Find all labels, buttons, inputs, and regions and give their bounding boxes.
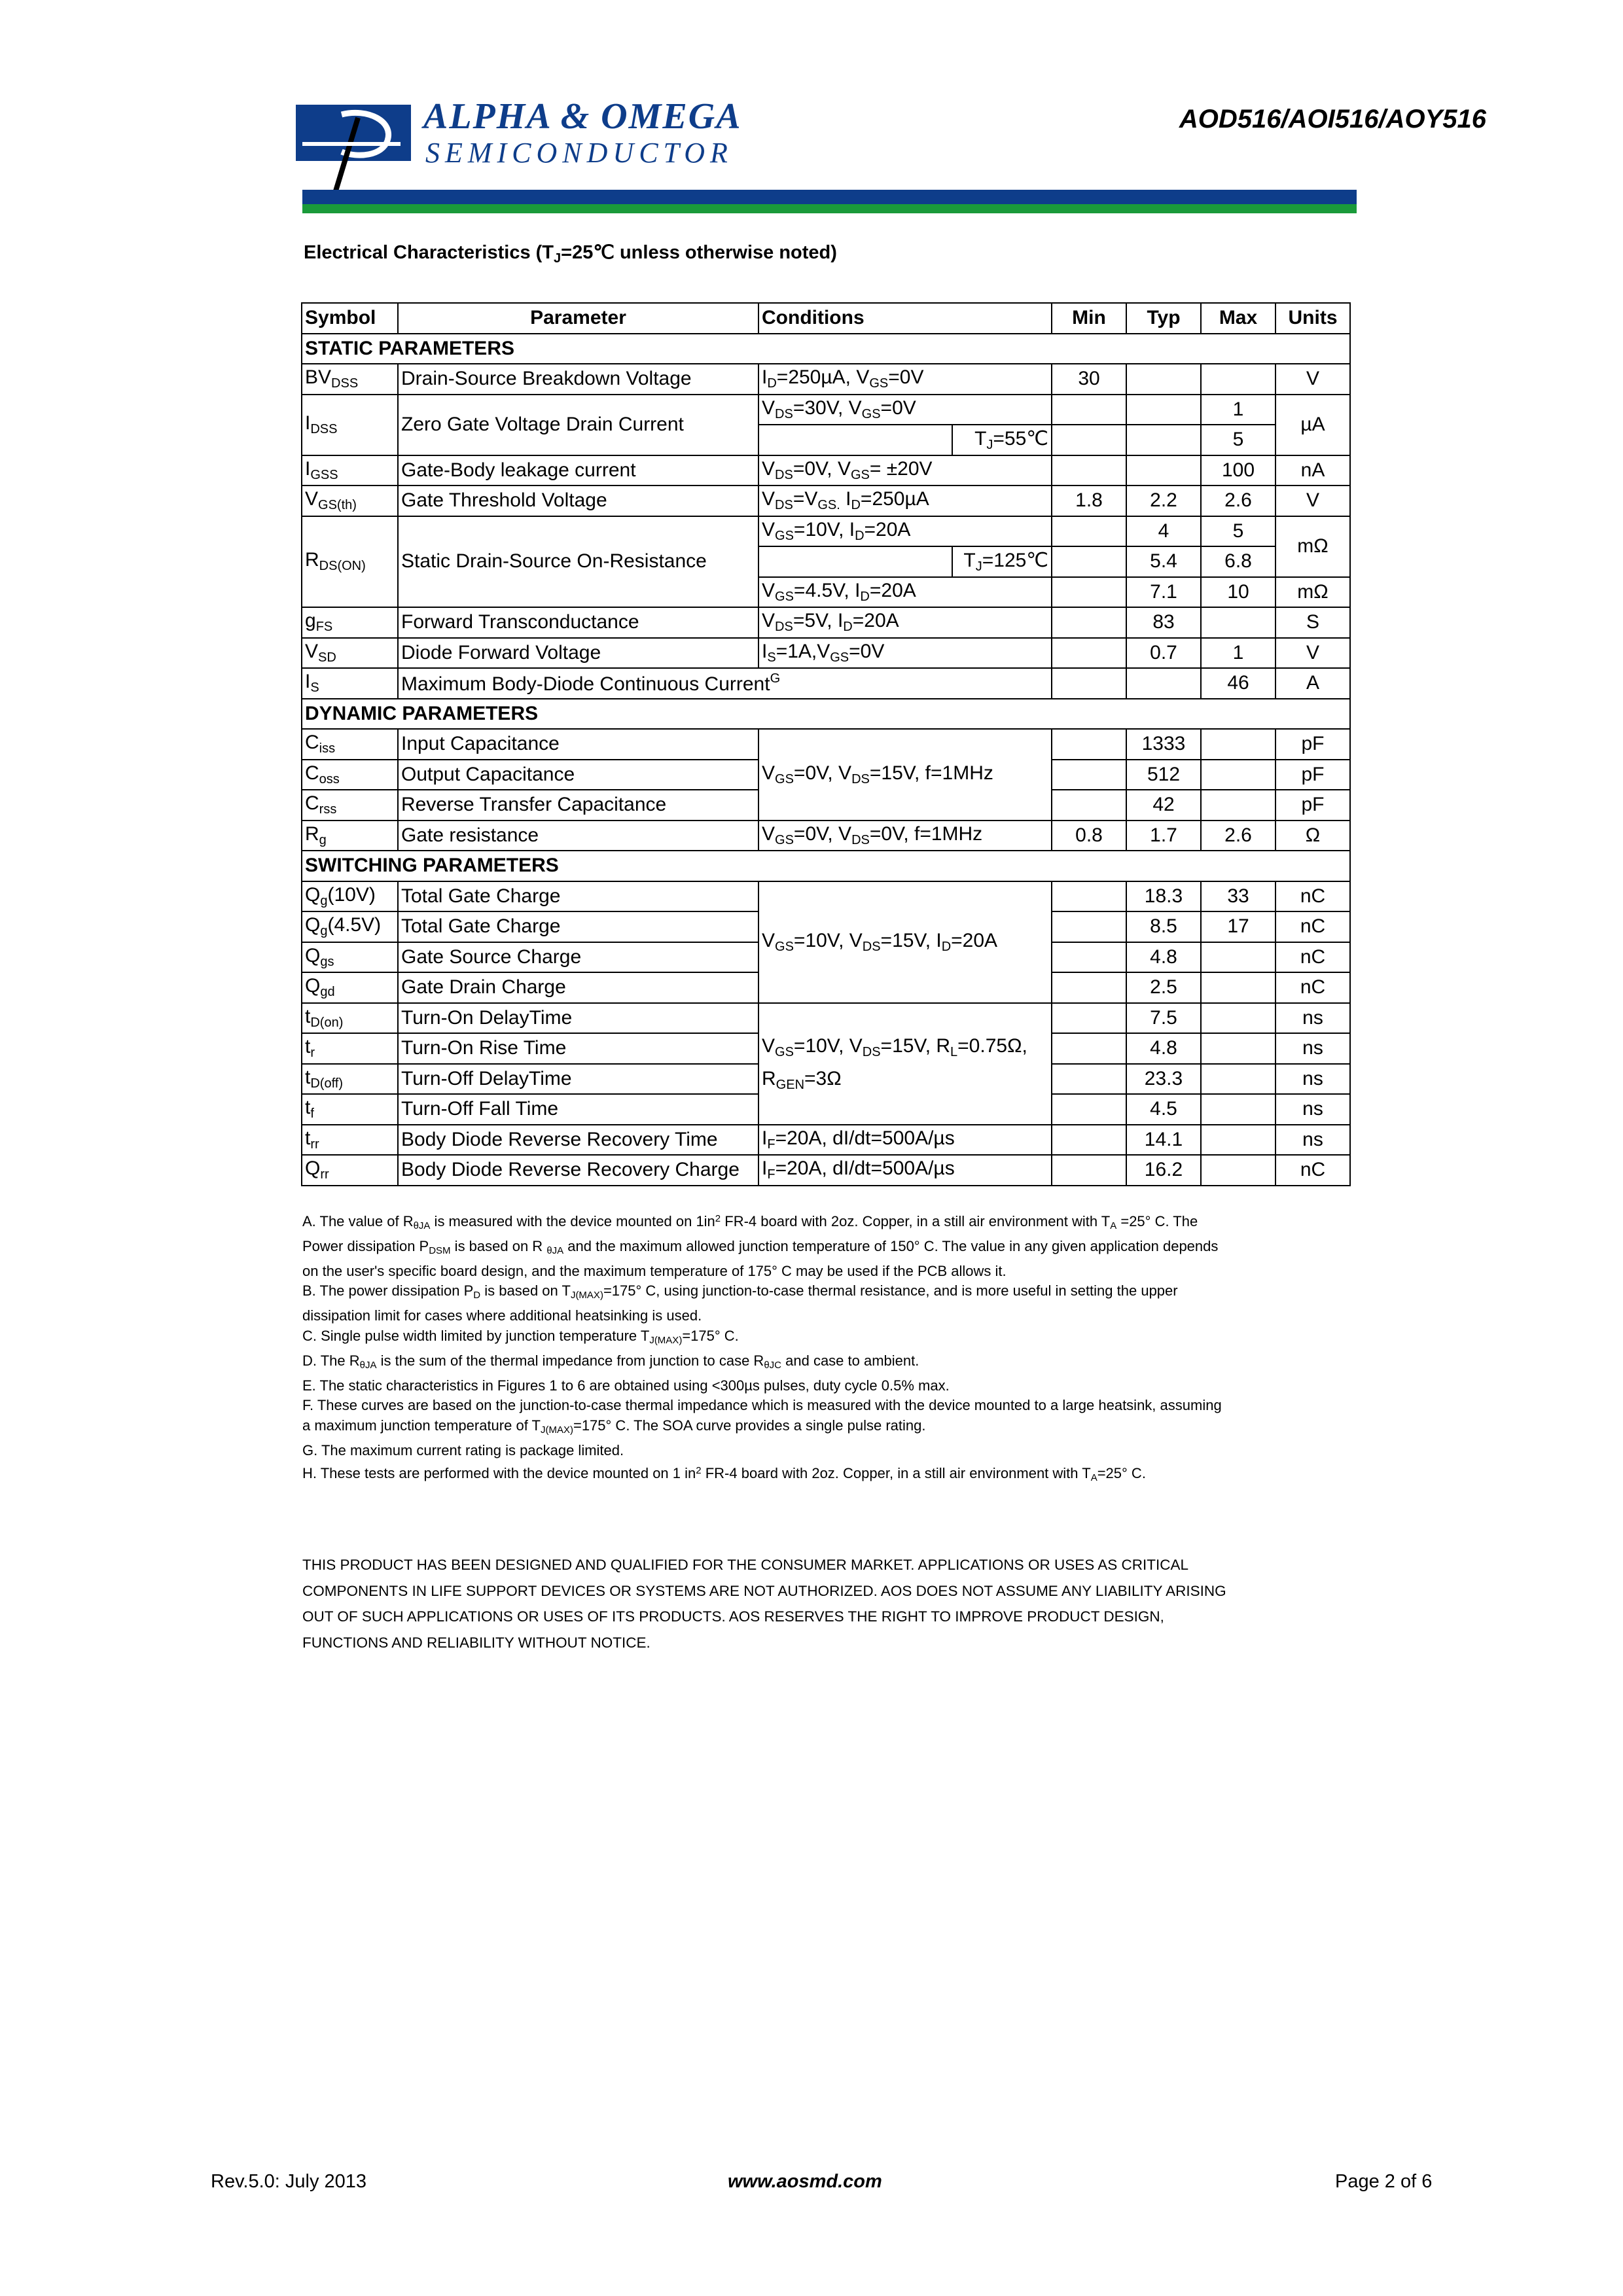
min-cell bbox=[1052, 395, 1126, 425]
min-cell bbox=[1052, 425, 1126, 455]
min-cell bbox=[1052, 1003, 1126, 1034]
table-row bbox=[302, 1125, 1350, 1156]
max-cell bbox=[1201, 1094, 1275, 1125]
part-number-title: AOD516/AOI516/AOY516 bbox=[1179, 105, 1486, 133]
section-row bbox=[302, 851, 1350, 881]
parameter-cell: Turn-On Rise Time bbox=[398, 1033, 758, 1064]
section-row bbox=[302, 334, 1350, 364]
condition-cell: $I_F=20A$, dI/dt=500A/µs bbox=[758, 1155, 1052, 1186]
unit-cell: nA bbox=[1275, 455, 1350, 486]
max-cell bbox=[1201, 942, 1275, 973]
parameter-cell: Static Drain-Source On-Resistance bbox=[398, 516, 758, 608]
footer-website-link[interactable]: www.aosmd.com bbox=[728, 2171, 882, 2192]
parameter-cell: Body Diode Reverse Recovery Time bbox=[398, 1125, 758, 1156]
min-cell: 1.8 bbox=[1052, 486, 1126, 516]
max-cell bbox=[1201, 607, 1275, 638]
note-f-line2: a maximum junction temperature of TJ(MAX)=175° C. The SOA curve provides a single pulse rating. bbox=[302, 1417, 926, 1436]
note-h: H. These tests are performed with the device mounted on 1 $in^2$ FR-4 board with 2oz. Copper, in a still air environment with TA=25° C. bbox=[302, 1464, 1146, 1483]
min-cell bbox=[1052, 1033, 1126, 1064]
symbol-cell: $t_r$ bbox=[302, 1033, 398, 1064]
min-cell: 0.8 bbox=[1052, 821, 1126, 851]
disclaimer bbox=[302, 1552, 1363, 1655]
condition-cell: $V_{GS}=10V$, $V_{DS}=15V$, $R_L=0.75\Omega$, $R_{GEN}=3\Omega$ bbox=[758, 1003, 1052, 1125]
typ-cell: 4.5 bbox=[1126, 1094, 1201, 1125]
parameter-cell: Total Gate Charge bbox=[398, 911, 758, 942]
max-cell: 2.6 bbox=[1201, 821, 1275, 851]
symbol-cell: $V_{GS(th)}$ bbox=[302, 486, 398, 516]
parameter-cell: Gate Drain Charge bbox=[398, 972, 758, 1003]
max-cell: 2.6 bbox=[1201, 486, 1275, 516]
condition-cell: $I_S=1A,V_{GS}=0V$ bbox=[758, 638, 1052, 669]
condition-cell: $V_{DS}=0V$, $V_{GS}= \pm 20V$ bbox=[758, 455, 1052, 486]
max-cell: 10 bbox=[1201, 577, 1275, 608]
table-row bbox=[302, 486, 1350, 516]
parameter-cell: Turn-On DelayTime bbox=[398, 1003, 758, 1034]
typ-cell: 5.4 bbox=[1126, 546, 1201, 577]
symbol-cell: $V_{SD}$ bbox=[302, 638, 398, 669]
note-a-line1: A. The value of RθJA is measured with the device mounted on $1in^2$ FR-4 board with 2oz. Copper, in a still air environment with TA =25° C. The bbox=[302, 1213, 1198, 1231]
note-d: D. The RθJA is the sum of the thermal impedance from junction to case RθJC and case to ambient. bbox=[302, 1352, 919, 1371]
typ-cell: 4.8 bbox=[1126, 1033, 1201, 1064]
symbol-cell: $BV_{DSS}$ bbox=[302, 364, 398, 395]
symbol-cell: $R_g$ bbox=[302, 821, 398, 851]
typ-cell: 42 bbox=[1126, 790, 1201, 821]
note-a-line3: on the user's specific board design, and the maximum temperature of 175° C may be used if the PCB allows it. bbox=[302, 1262, 1007, 1279]
max-cell: 33 bbox=[1201, 881, 1275, 912]
parameter-cell: Body Diode Reverse Recovery Charge bbox=[398, 1155, 758, 1186]
typ-cell: 0.7 bbox=[1126, 638, 1201, 669]
table-row bbox=[302, 881, 1350, 912]
typ-cell bbox=[1126, 364, 1201, 395]
max-cell bbox=[1201, 1155, 1275, 1186]
symbol-cell: $t_{D(on)}$ bbox=[302, 1003, 398, 1034]
alpha-omega-logo-icon bbox=[296, 105, 411, 196]
unit-cell: mΩ bbox=[1275, 577, 1350, 608]
unit-cell: nC bbox=[1275, 1155, 1350, 1186]
table-row bbox=[302, 516, 1350, 547]
header-max: Max bbox=[1201, 303, 1275, 334]
unit-cell: Ω bbox=[1275, 821, 1350, 851]
symbol-cell: $I_S$ bbox=[302, 668, 398, 699]
max-cell bbox=[1201, 1003, 1275, 1034]
max-cell: 17 bbox=[1201, 911, 1275, 942]
symbol-cell: $t_{D(off)}$ bbox=[302, 1064, 398, 1095]
symbol-cell: $g_{FS}$ bbox=[302, 607, 398, 638]
table-row bbox=[302, 638, 1350, 669]
symbol-cell: $C_{rss}$ bbox=[302, 790, 398, 821]
typ-cell: 512 bbox=[1126, 760, 1201, 790]
condition-cell: $V_{DS}=30V$, $V_{GS}=0V$ bbox=[758, 395, 1052, 425]
unit-cell: ns bbox=[1275, 1064, 1350, 1095]
parameter-cell: Forward Transconductance bbox=[398, 607, 758, 638]
min-cell: 30 bbox=[1052, 364, 1126, 395]
min-cell bbox=[1052, 729, 1126, 760]
symbol-cell: $Q_{gd}$ bbox=[302, 972, 398, 1003]
condition-cell: $V_{DS}=V_{GS.}$ $I_D=250\mu A$ bbox=[758, 486, 1052, 516]
parameter-cell: Turn-Off DelayTime bbox=[398, 1064, 758, 1095]
condition-cell: $I_F=20A$, dI/dt=500A/µs bbox=[758, 1125, 1052, 1156]
min-cell bbox=[1052, 1155, 1126, 1186]
section-title: Electrical Characteristics ($T_J=25℃$ unless otherwise noted) bbox=[304, 242, 837, 266]
min-cell bbox=[1052, 638, 1126, 669]
min-cell bbox=[1052, 881, 1126, 912]
symbol-cell: $Q_{rr}$ bbox=[302, 1155, 398, 1186]
header-conditions: Conditions bbox=[758, 303, 1052, 334]
condition-cell: $I_D=250\mu A$, $V_{GS}=0V$ bbox=[758, 364, 1052, 395]
min-cell bbox=[1052, 1064, 1126, 1095]
condition-cell: $V_{GS}=0V$, $V_{DS}=15V$, f=1MHz bbox=[758, 729, 1052, 821]
max-cell bbox=[1201, 729, 1275, 760]
logo-text-company: ALPHA & OMEGA bbox=[423, 96, 742, 137]
condition-cell: $V_{GS}=4.5V$, $I_D=20A$ bbox=[758, 577, 1052, 608]
typ-cell: 83 bbox=[1126, 607, 1201, 638]
symbol-cell: $I_{DSS}$ bbox=[302, 395, 398, 455]
disclaimer-line: COMPONENTS IN LIFE SUPPORT DEVICES OR SYSTEMS ARE NOT AUTHORIZED. AOS DOES NOT ASSUME ANY LIABILITY ARISING bbox=[302, 1582, 1226, 1599]
symbol-cell: $I_{GSS}$ bbox=[302, 455, 398, 486]
typ-cell: 23.3 bbox=[1126, 1064, 1201, 1095]
unit-cell: ns bbox=[1275, 1094, 1350, 1125]
max-cell: 5 bbox=[1201, 516, 1275, 547]
condition-cell: $V_{GS}=0V$, $V_{DS}=0V$, f=1MHz bbox=[758, 821, 1052, 851]
max-cell: 100 bbox=[1201, 455, 1275, 486]
disclaimer-line: THIS PRODUCT HAS BEEN DESIGNED AND QUALIFIED FOR THE CONSUMER MARKET. APPLICATIONS OR USES AS CRITICAL bbox=[302, 1557, 1188, 1573]
parameter-cell: Input Capacitance bbox=[398, 729, 758, 760]
min-cell bbox=[1052, 1125, 1126, 1156]
header-typ: Typ bbox=[1126, 303, 1201, 334]
unit-cell: V bbox=[1275, 364, 1350, 395]
typ-cell: 7.5 bbox=[1126, 1003, 1201, 1034]
typ-cell: 2.2 bbox=[1126, 486, 1201, 516]
typ-cell bbox=[1126, 668, 1201, 699]
max-cell: 46 bbox=[1201, 668, 1275, 699]
condition-cell: $V_{GS}=10V$, $I_D=20A$ bbox=[758, 516, 1052, 547]
unit-cell: µA bbox=[1275, 395, 1350, 455]
max-cell: 5 bbox=[1201, 425, 1275, 455]
parameter-cell: Zero Gate Voltage Drain Current bbox=[398, 395, 758, 455]
section-static: STATIC PARAMETERS bbox=[302, 334, 1350, 364]
note-e: E. The static characteristics in Figures 1 to 6 are obtained using <300µs pulses, duty cycle 0.5% max. bbox=[302, 1377, 950, 1394]
symbol-cell: $Q_g(10V)$ bbox=[302, 881, 398, 912]
parameter-cell: Gate resistance bbox=[398, 821, 758, 851]
max-cell bbox=[1201, 1064, 1275, 1095]
unit-cell: nC bbox=[1275, 942, 1350, 973]
section-dynamic: DYNAMIC PARAMETERS bbox=[302, 699, 1350, 730]
unit-cell: V bbox=[1275, 486, 1350, 516]
symbol-cell: $Q_{gs}$ bbox=[302, 942, 398, 973]
min-cell bbox=[1052, 455, 1126, 486]
condition-cell: $V_{GS}=10V$, $V_{DS}=15V$, $I_D=20A$ bbox=[758, 881, 1052, 1003]
min-cell bbox=[1052, 790, 1126, 821]
section-switching: SWITCHING PARAMETERS bbox=[302, 851, 1350, 881]
table-header-row bbox=[302, 303, 1350, 334]
disclaimer-line: OUT OF SUCH APPLICATIONS OR USES OF ITS PRODUCTS. AOS RESERVES THE RIGHT TO IMPROVE PRODUCT DESIGN, bbox=[302, 1608, 1164, 1625]
parameter-cell: Diode Forward Voltage bbox=[398, 638, 758, 669]
unit-cell: S bbox=[1275, 607, 1350, 638]
header-units: Units bbox=[1275, 303, 1350, 334]
footer-revision: Rev.5.0: July 2013 bbox=[211, 2171, 367, 2192]
header-stripe-blue bbox=[302, 190, 1357, 204]
min-cell bbox=[1052, 942, 1126, 973]
condition-tj: $T_J=125℃$ bbox=[952, 546, 1052, 577]
section-row bbox=[302, 699, 1350, 730]
typ-cell: 1.7 bbox=[1126, 821, 1201, 851]
min-cell bbox=[1052, 546, 1126, 577]
max-cell: 1 bbox=[1201, 638, 1275, 669]
symbol-cell: $t_f$ bbox=[302, 1094, 398, 1125]
min-cell bbox=[1052, 1094, 1126, 1125]
max-cell bbox=[1201, 364, 1275, 395]
typ-cell: 16.2 bbox=[1126, 1155, 1201, 1186]
condition-blank bbox=[758, 425, 952, 455]
header-min: Min bbox=[1052, 303, 1126, 334]
unit-cell: A bbox=[1275, 668, 1350, 699]
min-cell bbox=[1052, 516, 1126, 547]
symbol-cell: $C_{iss}$ bbox=[302, 729, 398, 760]
parameter-cell: Reverse Transfer Capacitance bbox=[398, 790, 758, 821]
table-row bbox=[302, 607, 1350, 638]
min-cell bbox=[1052, 911, 1126, 942]
max-cell bbox=[1201, 1125, 1275, 1156]
min-cell bbox=[1052, 607, 1126, 638]
typ-cell: 8.5 bbox=[1126, 911, 1201, 942]
unit-cell: ns bbox=[1275, 1033, 1350, 1064]
symbol-cell: $C_{oss}$ bbox=[302, 760, 398, 790]
unit-cell: nC bbox=[1275, 972, 1350, 1003]
typ-cell: 2.5 bbox=[1126, 972, 1201, 1003]
table-row bbox=[302, 668, 1350, 699]
header-parameter: Parameter bbox=[398, 303, 758, 334]
unit-cell: pF bbox=[1275, 729, 1350, 760]
min-cell bbox=[1052, 972, 1126, 1003]
max-cell bbox=[1201, 790, 1275, 821]
max-cell bbox=[1201, 972, 1275, 1003]
parameter-cell: Turn-Off Fall Time bbox=[398, 1094, 758, 1125]
unit-cell: pF bbox=[1275, 790, 1350, 821]
max-cell bbox=[1201, 760, 1275, 790]
logo-text-semiconductor: SEMICONDUCTOR bbox=[425, 137, 733, 169]
parameter-cell: Output Capacitance bbox=[398, 760, 758, 790]
note-f-line1: F. These curves are based on the junction-to-case thermal impedance which is measured with the device mounted to a large heatsink, assuming bbox=[302, 1397, 1222, 1414]
symbol-cell: $t_{rr}$ bbox=[302, 1125, 398, 1156]
typ-cell bbox=[1126, 455, 1201, 486]
note-a-line2: Power dissipation PDSM is based on R θJA and the maximum allowed junction temperature of 150° C. The value in any given application depends bbox=[302, 1237, 1219, 1256]
unit-cell: nC bbox=[1275, 881, 1350, 912]
table-row bbox=[302, 1155, 1350, 1186]
typ-cell: 4.8 bbox=[1126, 942, 1201, 973]
typ-cell: 1333 bbox=[1126, 729, 1201, 760]
typ-cell: 14.1 bbox=[1126, 1125, 1201, 1156]
parameter-cell: Drain-Source Breakdown Voltage bbox=[398, 364, 758, 395]
min-cell bbox=[1052, 760, 1126, 790]
symbol-cell: $Q_g(4.5V)$ bbox=[302, 911, 398, 942]
max-cell: 6.8 bbox=[1201, 546, 1275, 577]
min-cell bbox=[1052, 668, 1126, 699]
table-row bbox=[302, 395, 1350, 425]
typ-cell bbox=[1126, 425, 1201, 455]
unit-cell: pF bbox=[1275, 760, 1350, 790]
parameter-cell: Gate Source Charge bbox=[398, 942, 758, 973]
table-row bbox=[302, 455, 1350, 486]
header-symbol: Symbol bbox=[302, 303, 398, 334]
note-b-line1: B. The power dissipation PD is based on TJ(MAX)=175° C, using junction-to-case thermal resistance, and is more useful in setting the upper bbox=[302, 1282, 1178, 1301]
table-row bbox=[302, 729, 1350, 760]
electrical-characteristics-table bbox=[301, 302, 1351, 1186]
typ-cell: 4 bbox=[1126, 516, 1201, 547]
min-cell bbox=[1052, 577, 1126, 608]
note-c: C. Single pulse width limited by junction temperature TJ(MAX)=175° C. bbox=[302, 1327, 739, 1346]
condition-blank bbox=[758, 546, 952, 577]
unit-cell: V bbox=[1275, 638, 1350, 669]
note-g: G. The maximum current rating is package limited. bbox=[302, 1441, 624, 1458]
condition-cell: $V_{DS}=5V$, $I_D=20A$ bbox=[758, 607, 1052, 638]
max-cell: 1 bbox=[1201, 395, 1275, 425]
parameter-cell: Gate Threshold Voltage bbox=[398, 486, 758, 516]
max-cell bbox=[1201, 1033, 1275, 1064]
symbol-cell: $R_{DS(ON)}$ bbox=[302, 516, 398, 608]
unit-cell: ns bbox=[1275, 1125, 1350, 1156]
unit-cell: mΩ bbox=[1275, 516, 1350, 577]
table-row bbox=[302, 364, 1350, 395]
parameter-cell: Gate-Body leakage current bbox=[398, 455, 758, 486]
table-row bbox=[302, 821, 1350, 851]
table-row bbox=[302, 1003, 1350, 1034]
note-b-line2: dissipation limit for cases where additional heatsinking is used. bbox=[302, 1307, 702, 1324]
parameter-cell: Maximum Body-Diode Continuous Current$^G$ bbox=[398, 668, 1052, 699]
footnotes bbox=[302, 1209, 1363, 1489]
typ-cell: 7.1 bbox=[1126, 577, 1201, 608]
condition-tj: $T_J=55℃$ bbox=[952, 425, 1052, 455]
footer-page-number: Page 2 of 6 bbox=[1335, 2171, 1433, 2192]
typ-cell bbox=[1126, 395, 1201, 425]
unit-cell: nC bbox=[1275, 911, 1350, 942]
parameter-cell: Total Gate Charge bbox=[398, 881, 758, 912]
header-stripe-green bbox=[302, 204, 1357, 213]
typ-cell: 18.3 bbox=[1126, 881, 1201, 912]
unit-cell: ns bbox=[1275, 1003, 1350, 1034]
disclaimer-line: FUNCTIONS AND RELIABILITY WITHOUT NOTICE. bbox=[302, 1634, 651, 1651]
